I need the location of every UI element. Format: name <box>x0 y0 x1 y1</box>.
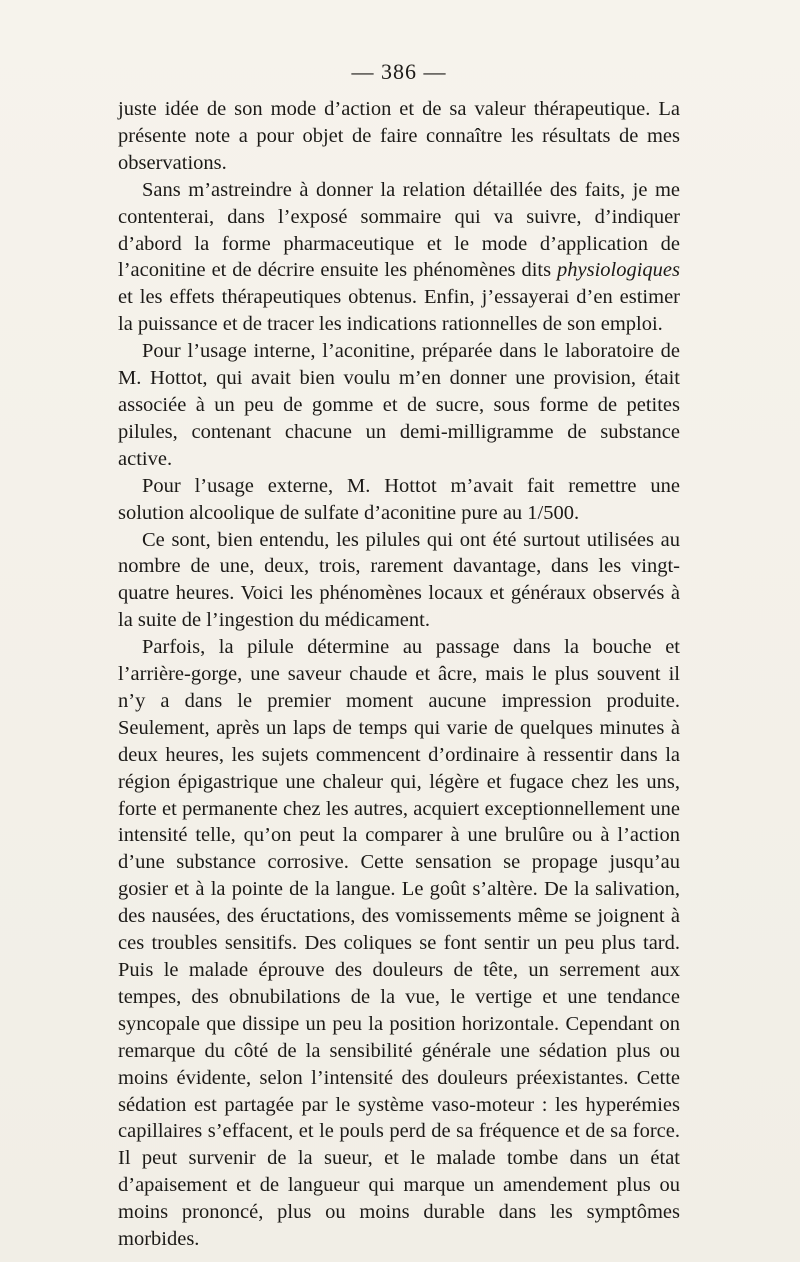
paragraph-6: Parfois, la pilule détermine au passage dans la bouche et l’arrière-gorge, une saveur chaude et âcre, mais le plus souvent il n’y a dans le premier moment aucune impression produite. Seulement, après un laps de temps qui varie de quelques minutes à deux heures, les sujets commencent d’ordinaire à ressentir dans la région épigastrique une chaleur qui, légère et fugace chez les uns, forte et permanente chez les autres, acquiert exceptionnellement une intensité telle, qu’on peut la comparer à une brulûre ou à l’action d’une substance corrosive. Cette sensation se propage jusqu’au gosier et à la pointe de la langue. Le goût s’altère. De la salivation, des nausées, des éructations, des vomissements même se joignent à ces troubles sensitifs. Des coliques se font sentir un peu plus tard. Puis le malade éprouve des douleurs de tête, un serrement aux tempes, des obnubilations de la vue, le vertige et une tendance syncopale que dissipe un peu la position horizontale. Cependant on remarque du côté de la sensibilité générale une sédation plus ou moins évidente, selon l’intensité des douleurs préexistantes. Cette sédation est partagée par le système vaso-moteur : les hyperémies capillaires s’effacent, et le pouls perd de sa fréquence et de sa force. Il peut survenir de la sueur, et le malade tombe dans un état d’apaisement et de langueur qui marque un amendement plus ou moins prononcé, plus ou moins durable dans les symptômes morbides. <box>118 636 680 1251</box>
paragraph-5: Ce sont, bien entendu, les pilules qui ont été surtout utilisées au nombre de une, deux, trois, rarement davantage, dans les vingt-quatre heures. Voici les phénomènes locaux et généraux observés à la suite de l’ingestion du médicament. <box>118 528 680 632</box>
paragraph-2-text-start: Sans m’astreindre à donner la relation détaillée des faits, je me contenterai, dans l’exposé sommaire qui va suivre, d’indiquer d’abord la forme pharmaceutique et le mode d’application de l’aconitine et de décrire ensuite les phénomènes dits <box>118 178 680 282</box>
paragraph-2-text-end: et les effets thérapeutiques obtenus. Enfin, j’essayerai d’en estimer la puissance et de tracer les indications rationnelles de son emploi. <box>118 286 680 336</box>
paragraph-3: Pour l’usage interne, l’aconitine, préparée dans le laboratoire de M. Hottot, qui avait bien voulu m’en donner une provision, était associée à un peu de gomme et de sucre, sous forme de petites pilules, contenant chacune un demi-milligramme de substance active. <box>118 340 680 470</box>
paragraph-2 <box>118 177 680 338</box>
paragraph-1: juste idée de son mode d’action et de sa valeur thérapeutique. La présente note a pour objet de faire connaître les résultats de mes observations. <box>118 98 680 174</box>
paragraph-4: Pour l’usage externe, M. Hottot m’avait fait remettre une solution alcoolique de sulfate d’aconitine pure au 1/500. <box>118 474 680 524</box>
paragraph-2-italic-term: physiologiques <box>557 259 680 282</box>
page-number: — 386 — <box>351 59 447 84</box>
